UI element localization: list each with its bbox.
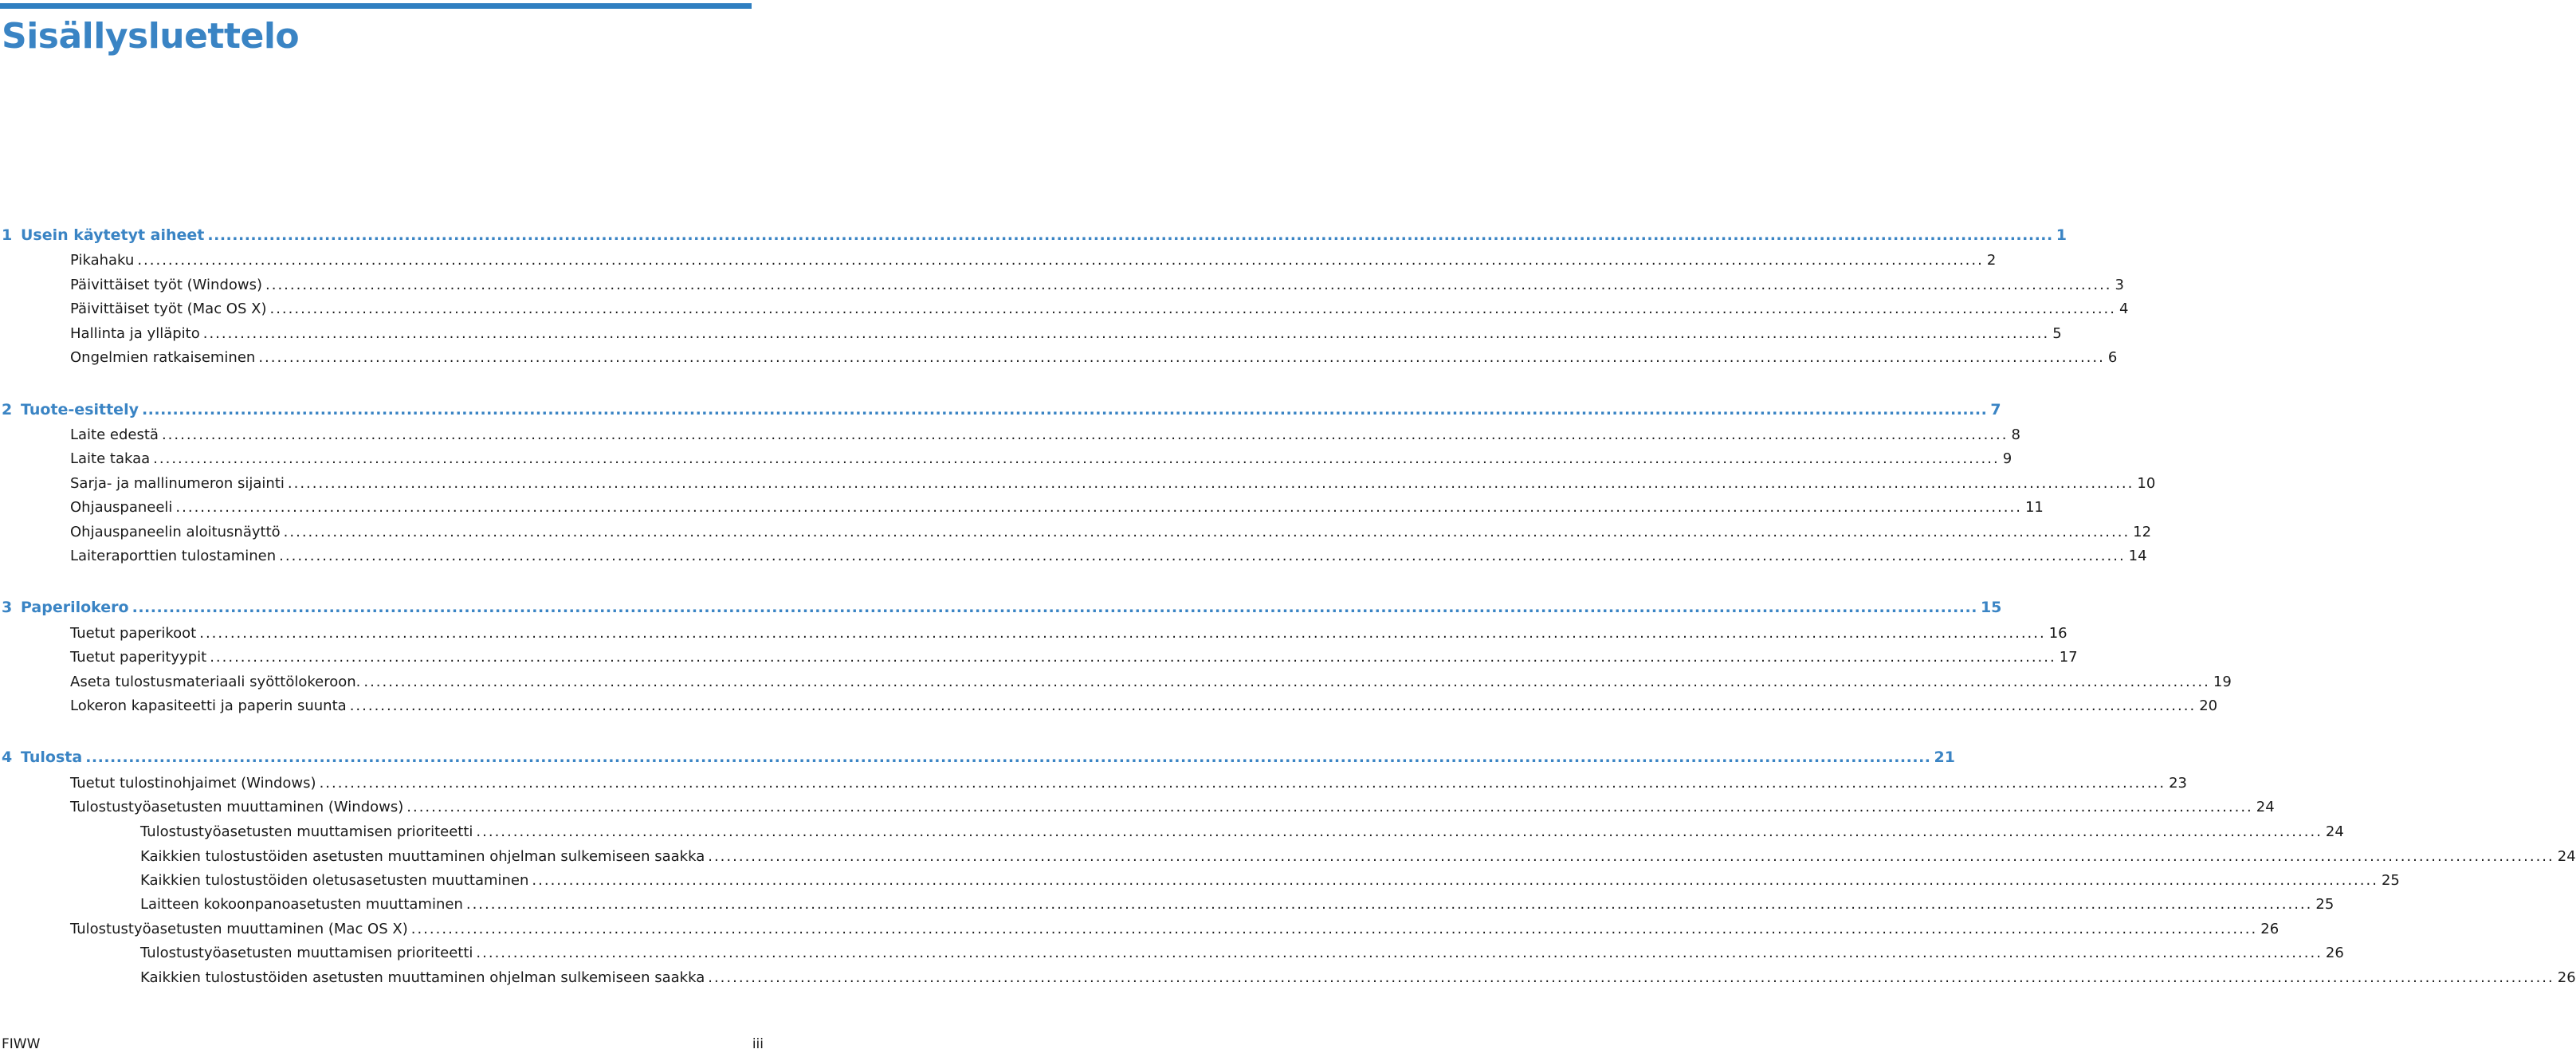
toc-entry-text: Tulostustyöasetusten muuttaminen (Windows) [70, 799, 404, 815]
toc-entry-label [70, 775, 316, 792]
dot-leader: ............................................................................................................................................................................................................................................................................................................ [279, 548, 2126, 564]
toc-entry-label [140, 945, 473, 961]
toc-entry-label [140, 823, 473, 840]
toc-entry[interactable] [70, 625, 2067, 646]
toc-entry[interactable] [70, 499, 2044, 520]
dot-leader: ............................................................................................................................................................................................................................................................................................................ [199, 625, 2046, 642]
toc-page-number: 16 [2048, 625, 2067, 642]
toc-entry[interactable] [70, 252, 1997, 273]
toc-chapter-entry[interactable] [2, 599, 2002, 619]
toc-entry-text: Aseta tulostusmateriaali syöttölokeroon. [70, 674, 361, 690]
toc-entry-label [70, 799, 403, 815]
toc-entry-label [70, 252, 134, 269]
toc-entry[interactable] [70, 649, 2078, 670]
toc-entry-text: Ohjauspaneelin aloitusnäyttö [70, 524, 281, 540]
toc-entry-label [2, 226, 204, 244]
dot-leader: ............................................................................................................................................................................................................................................................................................................ [210, 649, 2056, 666]
toc-entry[interactable] [140, 969, 2576, 990]
toc-entry-label [70, 697, 347, 714]
toc-entry-text: Pikahaku [70, 252, 135, 269]
dot-leader: ............................................................................................................................................................................................................................................................................................................ [258, 349, 2105, 366]
toc-entry-text: Tuote-esittely [21, 401, 139, 418]
toc-page-number: 6 [2107, 349, 2118, 366]
toc-page-number: 26 [2260, 921, 2280, 937]
dot-leader: ............................................................................................................................................................................................................................................................................................................ [137, 252, 1984, 269]
toc-entry-label [70, 450, 150, 467]
toc-page-number: 25 [2315, 896, 2334, 913]
toc-page-number: 5 [2052, 325, 2062, 342]
dot-leader: ............................................................................................................................................................................................................................................................................................................ [410, 921, 2258, 937]
toc-entry-text: Laite takaa [70, 450, 151, 467]
toc-entry-text: Kaikkien tulostustöiden oletusasetusten muuttaminen [140, 872, 529, 889]
dot-leader: ............................................................................................................................................................................................................................................................................................................ [132, 599, 1977, 616]
dot-leader: ............................................................................................................................................................................................................................................................................................................ [283, 524, 2130, 540]
toc-entry-label [70, 325, 200, 342]
toc-entry[interactable] [70, 426, 2020, 447]
toc-entry-text: Tulostustyöasetusten muuttaminen (Mac OS X) [70, 921, 408, 937]
dot-leader: ............................................................................................................................................................................................................................................................................................................ [207, 226, 2053, 244]
dot-leader: ............................................................................................................................................................................................................................................................................................................ [406, 799, 2253, 815]
toc-entry-label [70, 548, 276, 564]
toc-entry-text: Päivittäiset työt (Windows) [70, 277, 263, 293]
toc-entry-text: Lokeron kapasiteetti ja paperin suunta [70, 697, 347, 714]
toc-page-number: 1 [2056, 226, 2067, 244]
toc-entry-text: Tulostustyöasetusten muuttamisen prioriteetti [140, 945, 473, 961]
toc-entry-text: Ongelmien ratkaiseminen [70, 349, 256, 366]
toc-page-number: 17 [2059, 649, 2078, 666]
toc-entry[interactable] [70, 450, 2012, 471]
chapter-number: 3 [2, 599, 13, 616]
chapter-number: 4 [2, 748, 13, 766]
toc-entry-text: Laitteen kokoonpanoasetusten muuttaminen [140, 896, 463, 913]
toc-page-number: 21 [1934, 748, 1955, 766]
toc-entry[interactable] [140, 896, 2334, 917]
toc-entry[interactable] [70, 524, 2152, 544]
toc-page-number: 24 [2557, 848, 2576, 865]
dot-leader: ............................................................................................................................................................................................................................................................................................................ [153, 450, 2000, 467]
dot-leader: ............................................................................................................................................................................................................................................................................................................ [85, 748, 1931, 766]
dot-leader: ............................................................................................................................................................................................................................................................................................................ [161, 426, 2009, 443]
toc-entry[interactable] [140, 848, 2576, 869]
footer-left-label: FIWW [2, 1036, 41, 1052]
toc-entry[interactable] [70, 799, 2275, 819]
toc-entry-text: Tuetut tulostinohjaimet (Windows) [70, 775, 316, 792]
toc-page-number: 25 [2381, 872, 2400, 889]
toc-chapter-entry[interactable] [2, 401, 2001, 422]
toc-entry[interactable] [70, 674, 2232, 694]
toc-entry-label [70, 301, 266, 317]
toc-entry[interactable] [70, 277, 2124, 297]
toc-entry-text: Tuetut paperityypit [70, 649, 207, 666]
toc-entry[interactable] [70, 775, 2187, 796]
dot-leader: ............................................................................................................................................................................................................................................................................................................ [532, 872, 2378, 889]
toc-entry-text: Sarja- ja mallinumeron sijainti [70, 475, 285, 492]
footer-page-number: iii [752, 1036, 764, 1052]
toc-entry-label [140, 969, 705, 986]
toc-entry-label [70, 349, 255, 366]
toc-entry-label [70, 499, 172, 516]
toc-entry[interactable] [70, 697, 2218, 718]
dot-leader: ............................................................................................................................................................................................................................................................................................................ [265, 277, 2112, 293]
toc-entry-label [2, 599, 129, 616]
toc-entry-label [2, 748, 82, 766]
dot-leader: ............................................................................................................................................................................................................................................................................................................ [287, 475, 2134, 492]
dot-leader: ............................................................................................................................................................................................................................................................................................................ [465, 896, 2313, 913]
toc-page-number: 11 [2024, 499, 2044, 516]
toc-entry[interactable] [70, 548, 2147, 568]
toc-entry[interactable] [70, 325, 2062, 346]
dot-leader: ............................................................................................................................................................................................................................................................................................................ [708, 848, 2554, 865]
toc-page-number: 10 [2137, 475, 2156, 492]
toc-entry-label [2, 401, 139, 418]
toc-page-number: 4 [2119, 301, 2129, 317]
toc-page-number: 3 [2115, 277, 2124, 293]
toc-page-number: 24 [2256, 799, 2275, 815]
toc-entry-text: Tulostustyöasetusten muuttamisen prioriteetti [140, 823, 473, 840]
page-title: Sisällysluettelo [2, 16, 300, 57]
toc-entry[interactable] [140, 945, 2344, 965]
toc-entry-label [140, 896, 463, 913]
toc-entry-text: Paperilokero [21, 599, 129, 616]
toc-chapter-entry[interactable] [2, 748, 1955, 769]
dot-leader: ............................................................................................................................................................................................................................................................................................................ [202, 325, 2050, 342]
dot-leader: ............................................................................................................................................................................................................................................................................................................ [363, 674, 2210, 690]
toc-entry-label [70, 277, 262, 293]
toc-entry-text: Päivittäiset työt (Mac OS X) [70, 301, 267, 317]
toc-entry-label [70, 921, 408, 937]
toc-page-number: 12 [2133, 524, 2152, 540]
toc-entry-label [140, 848, 705, 865]
toc-entry[interactable] [140, 823, 2344, 844]
toc-page-number: 20 [2199, 697, 2218, 714]
toc-page-number: 26 [2557, 969, 2576, 986]
toc-entry[interactable] [70, 349, 2118, 370]
dot-leader: ............................................................................................................................................................................................................................................................................................................ [476, 823, 2323, 840]
dot-leader: ............................................................................................................................................................................................................................................................................................................ [141, 401, 1988, 418]
dot-leader: ............................................................................................................................................................................................................................................................................................................ [175, 499, 2022, 516]
toc-entry-text: Laiteraporttien tulostaminen [70, 548, 277, 564]
toc-entry[interactable] [70, 475, 2156, 496]
dot-leader: ............................................................................................................................................................................................................................................................................................................ [269, 301, 2116, 317]
toc-entry[interactable] [140, 872, 2400, 893]
toc-entry-text: Usein käytetyt aiheet [21, 226, 205, 244]
toc-page-number: 9 [2002, 450, 2012, 467]
toc-chapter-entry[interactable] [2, 226, 2067, 247]
chapter-number: 2 [2, 401, 13, 418]
toc-entry-text: Hallinta ja ylläpito [70, 325, 200, 342]
toc-page-number: 26 [2325, 945, 2344, 961]
toc-entry-text: Ohjauspaneeli [70, 499, 173, 516]
toc-page-number: 19 [2213, 674, 2232, 690]
toc-entry-text: Tulosta [21, 748, 83, 766]
toc-page-number: 2 [1986, 252, 1997, 269]
toc-entry-label [70, 625, 196, 642]
dot-leader: ............................................................................................................................................................................................................................................................................................................ [708, 969, 2554, 986]
toc-entry-text: Kaikkien tulostustöiden asetusten muuttaminen ohjelman sulkemiseen saakka [140, 848, 705, 865]
dot-leader: ............................................................................................................................................................................................................................................................................................................ [319, 775, 2166, 792]
toc-entry-text: Laite edestä [70, 426, 159, 443]
chapter-number: 1 [2, 226, 13, 244]
toc-entry-label [140, 872, 528, 889]
toc-entry-label [70, 426, 159, 443]
toc-page-number: 15 [1980, 599, 2002, 616]
toc-page-number: 8 [2011, 426, 2020, 443]
toc-entry[interactable] [70, 921, 2280, 941]
toc-page-number: 24 [2325, 823, 2344, 840]
toc-entry-text: Kaikkien tulostustöiden asetusten muuttaminen ohjelman sulkemiseen saakka [140, 969, 705, 986]
dot-leader: ............................................................................................................................................................................................................................................................................................................ [349, 697, 2197, 714]
toc-entry-label [70, 674, 360, 690]
toc-entry-label [70, 475, 285, 492]
toc-entry-label [70, 649, 206, 666]
toc-page-number: 23 [2169, 775, 2187, 792]
toc-entry-label [70, 524, 281, 540]
toc-entry[interactable] [70, 301, 2129, 321]
toc-entry-text: Tuetut paperikoot [70, 625, 197, 642]
dot-leader: ............................................................................................................................................................................................................................................................................................................ [476, 945, 2323, 961]
toc-page-number: 7 [1990, 401, 2001, 418]
toc-page-number: 14 [2128, 548, 2147, 564]
